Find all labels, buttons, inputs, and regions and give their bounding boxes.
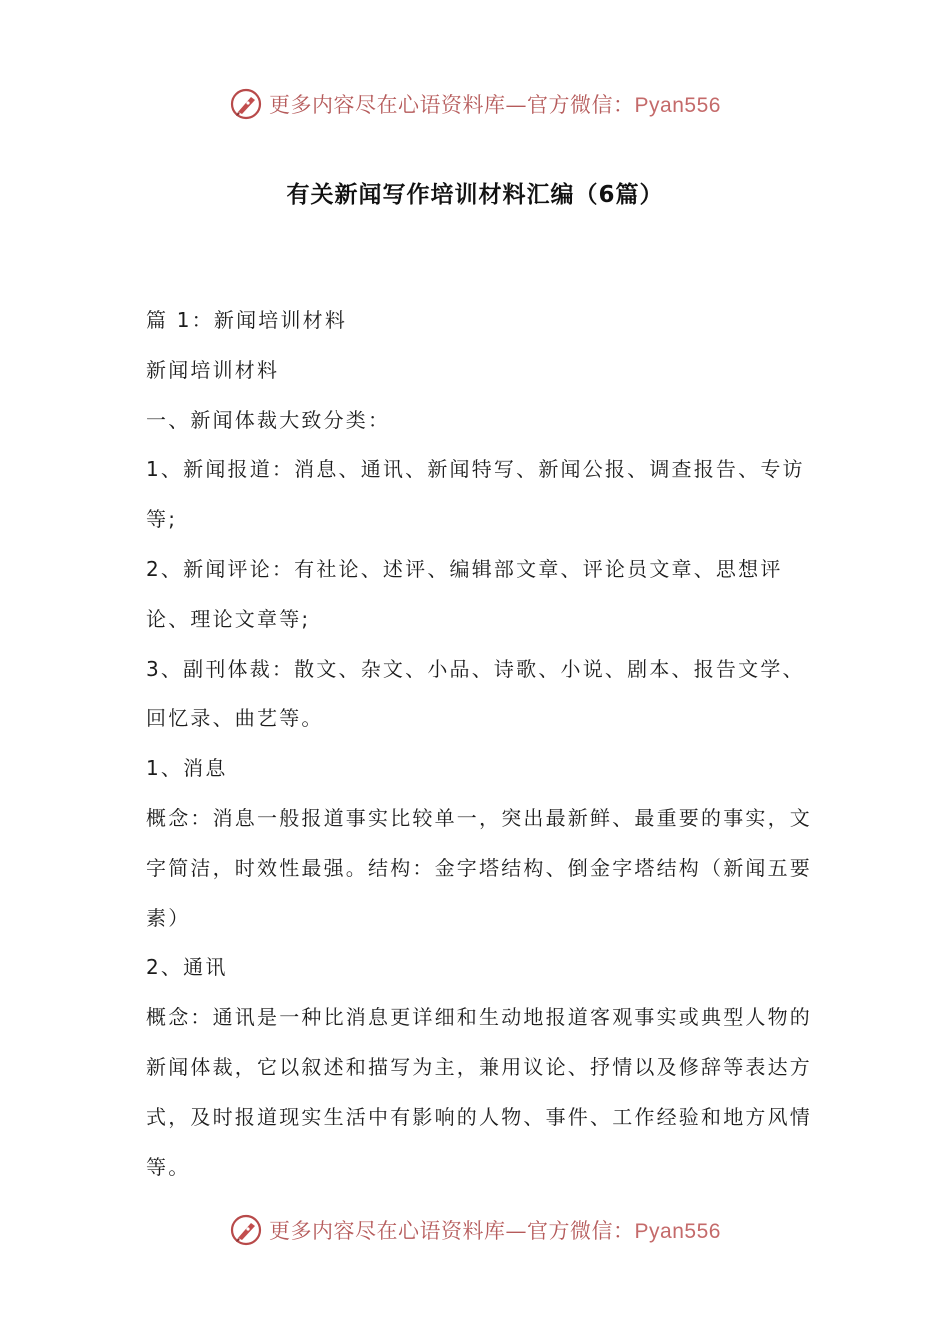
- paragraph: 2、新闻评论：有社论、述评、编辑部文章、评论员文章、思想评论、理论文章等;: [146, 556, 783, 631]
- paragraph: 概念：通讯是一种比消息更详细和生动地报道客观事实或典型人物的新闻体裁，它以叙述和描写为主，兼用议论、抒情以及修辞等表达方式，及时报道现实生活中有影响的人物、事件、工作经验和地方风情等。: [146, 1005, 812, 1179]
- paragraph: 1、新闻报道：消息、通讯、新闻特写、新闻公报、调查报告、专访等;: [146, 457, 805, 532]
- watermark-text: [269, 89, 721, 119]
- pen-nib-logo-icon: [229, 1213, 263, 1247]
- subheading: 新闻培训材料: [146, 357, 280, 382]
- watermark-main-text: 更多内容尽在心语资料库—: [269, 1219, 528, 1243]
- watermark-text: [269, 1215, 721, 1245]
- watermark-wechat-label: 官方微信：: [527, 1219, 635, 1243]
- paragraph: 3、副刊体裁：散文、杂文、小品、诗歌、小说、剧本、报告文学、回忆录、曲艺等。: [146, 656, 805, 731]
- document-title: 有关新闻写作培训材料汇编（6篇）: [286, 182, 664, 208]
- paragraph: 概念：消息一般报道事实比较单一，突出最新鲜、最重要的事实，文字简洁，时效性最强。结构：金字塔结构、倒金字塔结构（新闻五要素）: [146, 805, 812, 930]
- document-body: [146, 296, 816, 1192]
- subheading: 1、消息: [146, 756, 228, 781]
- watermark-main-text: 更多内容尽在心语资料库—: [269, 93, 528, 117]
- section-heading: 篇 1：新闻培训材料: [146, 308, 348, 332]
- pen-nib-logo-icon: [229, 87, 263, 121]
- watermark-wechat-id: Pyan556: [634, 1220, 721, 1243]
- paragraph: 一、新闻体裁大致分类：: [146, 407, 391, 432]
- header-watermark: [0, 84, 950, 124]
- footer-watermark: [0, 1210, 950, 1250]
- watermark-wechat-label: 官方微信：: [527, 93, 635, 117]
- subheading: 2、通讯: [146, 955, 228, 980]
- watermark-wechat-id: Pyan556: [634, 94, 721, 117]
